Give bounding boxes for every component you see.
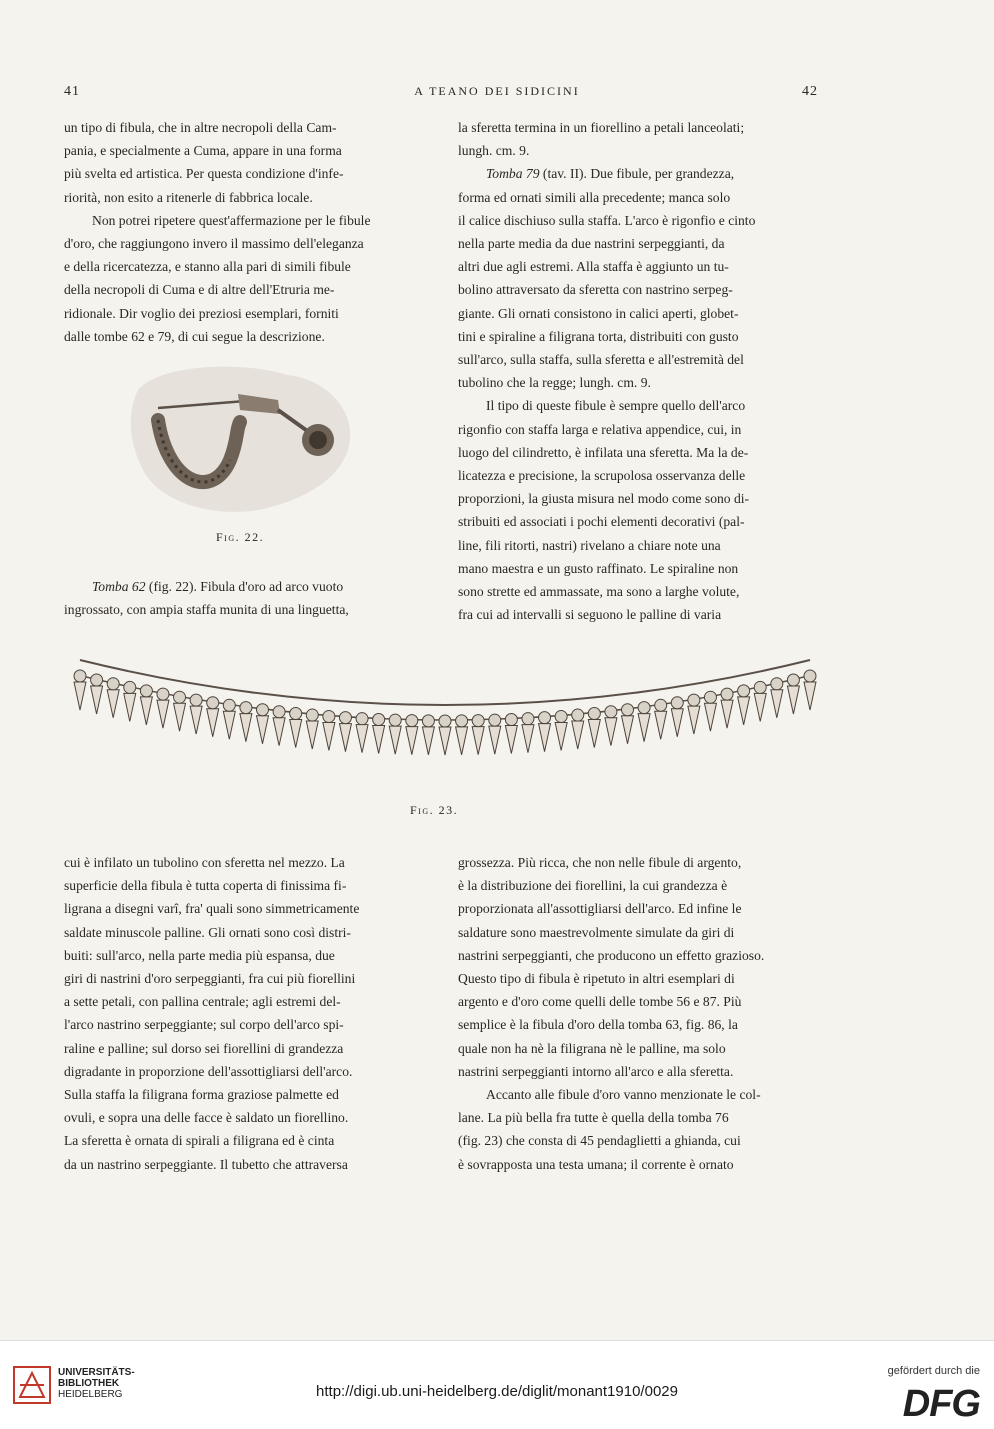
text-line: semplice è la fibula d'oro della tomba 63, fig. 86, la bbox=[458, 1017, 738, 1033]
text-line: (fig. 22). Fibula d'oro ad arco vuoto bbox=[148, 579, 344, 594]
necklace-pendant bbox=[489, 714, 501, 754]
text-line: il calice dischiuso sulla staffa. L'arco è rigonfio e cinto bbox=[458, 212, 756, 228]
text-line: (fig. 23) che consta di 45 pendaglietti a ghianda, cui bbox=[458, 1133, 741, 1149]
text-line: tubolino che la regge; lungh. cm. 9. bbox=[458, 375, 651, 391]
paragraph bbox=[458, 116, 820, 162]
necklace-pendant bbox=[273, 706, 285, 746]
necklace-pendant bbox=[439, 715, 451, 755]
text-line: lane. La più bella fra tutte è quella della tomba 76 bbox=[458, 1110, 729, 1126]
text-line: Non potrei ripetere quest'affermazione per le fibule bbox=[92, 212, 371, 228]
text-line: cui è infilato un tubolino con sferetta nel mezzo. La bbox=[64, 855, 345, 870]
necklace-pendant bbox=[240, 702, 252, 742]
text-line: luogo del cilindretto, è infilata una sferetta. Ma la de- bbox=[458, 444, 749, 460]
necklace-pendant bbox=[572, 709, 584, 749]
library-name bbox=[58, 1367, 135, 1400]
necklace-pendant bbox=[539, 712, 551, 752]
left-page-number: 41 bbox=[64, 84, 80, 99]
necklace-pendant bbox=[588, 707, 600, 747]
text-line: ovuli, e sopra una delle facce è saldato un fiorellino. bbox=[64, 1110, 349, 1126]
text-line: grossezza. Più ricca, che non nelle fibule di argento, bbox=[458, 855, 742, 870]
necklace-pendant bbox=[190, 694, 202, 734]
text-line: sono strette ed ammassate, ma sono a larghe volute, bbox=[458, 584, 740, 600]
necklace-pendant bbox=[74, 670, 86, 710]
text-line: della necropoli di Cuma e di altre dell'Etruria me- bbox=[64, 282, 335, 298]
necklace-pendant bbox=[174, 691, 186, 731]
tomba-62-label: Tomba 62 bbox=[92, 579, 146, 594]
necklace-pendant bbox=[555, 710, 567, 750]
text-line: dalle tombe 62 e 79, di cui segue la descrizione. bbox=[64, 328, 325, 344]
text-line: argento e d'oro come quelli delle tombe 56 e 87. Più bbox=[458, 994, 742, 1010]
necklace-pendant bbox=[157, 688, 169, 728]
text-line: line, fili ritorti, nastri) rivelano a chiare note una bbox=[458, 537, 721, 553]
text-line: (tav. II). Due fibule, per grandezza, bbox=[542, 166, 735, 182]
text-line: forma ed ornati simili alla precedente; manca solo bbox=[458, 189, 731, 205]
necklace-pendant bbox=[738, 685, 750, 725]
necklace-drawing bbox=[60, 640, 830, 790]
right-column-bottom bbox=[458, 851, 820, 1176]
text-line: lungh. cm. 9. bbox=[458, 143, 530, 159]
text-line: altri due agli estremi. Alla staffa è aggiunto un tu- bbox=[458, 259, 729, 275]
text-line: licatezza e precisione, la scrupolosa osservanza delle bbox=[458, 468, 746, 484]
text-line: rigonfio con staffa larga e relativa appendice, cui, in bbox=[458, 421, 742, 437]
text-line: tini e spiraline a filigrana torta, distribuiti con gusto bbox=[458, 328, 739, 344]
necklace-pendant bbox=[107, 678, 119, 718]
text-line: nastrini serpeggianti, che producono un effetto grazioso. bbox=[458, 947, 765, 963]
text-line: pania, e specialmente a Cuma, appare in una forma bbox=[64, 143, 342, 159]
necklace-pendant bbox=[124, 681, 136, 721]
necklace-pendant bbox=[356, 713, 368, 753]
paragraph bbox=[64, 116, 428, 209]
text-line: nastrini serpeggianti intorno all'arco e alla sferetta. bbox=[458, 1063, 734, 1079]
necklace-pendant bbox=[622, 704, 634, 744]
text-line: fra cui ad intervalli si seguono le palline di varia bbox=[458, 607, 722, 623]
necklace-pendant bbox=[306, 709, 318, 749]
necklace-pendant bbox=[140, 685, 152, 725]
necklace-pendant bbox=[422, 715, 434, 755]
necklace-pendant bbox=[91, 674, 103, 714]
paragraph bbox=[64, 851, 428, 1176]
text-line: mano maestra e un gusto raffinato. Le spiraline non bbox=[458, 560, 739, 576]
dfg-logo: DFG bbox=[902, 1383, 980, 1425]
text-line: quale non ha nè la filigrana nè le palline, ma solo bbox=[458, 1040, 726, 1056]
text-line: ridionale. Dir voglio dei preziosi esemplari, forniti bbox=[64, 305, 339, 321]
right-column-top bbox=[458, 116, 820, 626]
necklace-pendant bbox=[257, 704, 269, 744]
text-line: ingrossato, con ampia staffa munita di una linguetta, bbox=[64, 602, 349, 618]
paragraph bbox=[458, 1083, 820, 1176]
text-line: un tipo di fibula, che in altre necropoli della Cam- bbox=[64, 120, 337, 135]
text-line: sull'arco, sulla staffa, sulla sferetta e all'estremità del bbox=[458, 352, 744, 368]
necklace-pendant bbox=[771, 678, 783, 718]
text-line: digradante in proporzione dell'assottigliarsi dell'arco. bbox=[64, 1063, 353, 1079]
text-line: Accanto alle fibule d'oro vanno menzionate le col- bbox=[486, 1087, 761, 1103]
text-line: l'arco nastrino serpeggiante; sul corpo dell'arco spi- bbox=[64, 1017, 344, 1033]
library-line: UNIVERSITÄTS- bbox=[58, 1367, 135, 1378]
necklace-pendant bbox=[406, 715, 418, 755]
text-line: proporzionata all'assottigliarsi dell'arco. Ed infine le bbox=[458, 901, 742, 917]
text-line: Sulla staffa la filigrana forma graziose palmette ed bbox=[64, 1087, 339, 1103]
text-line: saldature sono maestrevolmente simulate da giri di bbox=[458, 924, 735, 940]
text-line: stribuiti ed associati i pochi elementi decorativi (pal- bbox=[458, 514, 745, 530]
necklace-pendant bbox=[389, 714, 401, 754]
necklace-pendant bbox=[688, 694, 700, 734]
text-line: a sette petali, con pallina centrale; agli estremi del- bbox=[64, 994, 341, 1010]
necklace-pendant bbox=[472, 715, 484, 755]
figure-23-caption: Fig. 23. bbox=[410, 803, 459, 817]
necklace-pendant bbox=[754, 681, 766, 721]
text-line: bolino attraversato da sferetta con nastrino serpeg- bbox=[458, 282, 733, 298]
necklace-pendant bbox=[456, 715, 468, 755]
text-line: nella parte media da due nastrini serpeggianti, da bbox=[458, 236, 725, 252]
text-line: da un nastrino serpeggiante. Il tubetto che attraversa bbox=[64, 1156, 348, 1172]
paragraph bbox=[64, 575, 428, 621]
necklace-pendant bbox=[522, 713, 534, 753]
left-column-top bbox=[64, 116, 428, 348]
library-line: HEIDELBERG bbox=[58, 1389, 123, 1400]
text-line: Il tipo di queste fibule è sempre quello dell'arco bbox=[486, 398, 746, 414]
necklace-pendant bbox=[804, 670, 816, 710]
left-column-bottom bbox=[64, 851, 428, 1176]
viewer-footer bbox=[0, 1340, 994, 1429]
funding-note: gefördert durch die bbox=[887, 1365, 980, 1377]
text-line: superficie della fibula è tutta coperta di finissima fi- bbox=[64, 878, 347, 894]
text-line: raline e palline; sul dorso sei fiorellini di grandezza bbox=[64, 1040, 344, 1056]
necklace-pendant bbox=[638, 702, 650, 742]
text-line: La sferetta è ornata di spirali a filigrana ed è cinta bbox=[64, 1133, 335, 1149]
necklace-pendant bbox=[655, 699, 667, 739]
text-line: buiti: sull'arco, nella parte media più espansa, due bbox=[64, 947, 335, 963]
right-page-number: 42 bbox=[802, 84, 818, 99]
paragraph bbox=[458, 162, 820, 394]
text-line: la sferetta termina in un fiorellino a petali lanceolati; bbox=[458, 120, 745, 135]
text-line: più svelta ed artistica. Per questa condizione d'infe- bbox=[64, 166, 344, 182]
library-line: BIBLIOTHEK bbox=[58, 1378, 120, 1389]
necklace-pendant bbox=[671, 697, 683, 737]
necklace-pendant bbox=[704, 691, 716, 731]
text-line: d'oro, che raggiungono invero il massimo dell'eleganza bbox=[64, 236, 364, 252]
necklace-pendant bbox=[207, 697, 219, 737]
text-line: riorità, non esito a ritenerle di fabbrica locale. bbox=[64, 189, 313, 205]
text-line: saldate minuscole palline. Gli ornati sono così distri- bbox=[64, 924, 351, 940]
necklace-pendant bbox=[373, 714, 385, 754]
necklace-pendant bbox=[223, 699, 235, 739]
left-column-top-continued bbox=[64, 575, 428, 621]
necklace-pendant bbox=[290, 707, 302, 747]
text-line: Questo tipo di fibula è ripetuto in altri esemplari di bbox=[458, 971, 735, 987]
figure-22-caption: Fig. 22. bbox=[216, 530, 265, 544]
necklace-pendant bbox=[605, 706, 617, 746]
necklace-pendant bbox=[505, 714, 517, 754]
text-line: e della ricercatezza, e stanno alla pari di simili fibule bbox=[64, 259, 351, 275]
library-logo-icon bbox=[12, 1365, 52, 1405]
text-line: proporzioni, la giusta misura nel modo come sono di- bbox=[458, 491, 750, 507]
necklace-pendant bbox=[323, 710, 335, 750]
text-line: è la distribuzione dei fiorellini, la cui grandezza è bbox=[458, 878, 728, 894]
tomba-79-label: Tomba 79 bbox=[486, 166, 540, 182]
paragraph bbox=[458, 851, 820, 1083]
paragraph bbox=[458, 394, 820, 626]
paragraph bbox=[64, 209, 428, 348]
necklace-pendant bbox=[721, 688, 733, 728]
running-title: A TEANO DEI SIDICINI bbox=[414, 84, 580, 98]
permalink-url[interactable]: http://digi.ub.uni-heidelberg.de/diglit/monant1910/0029 bbox=[316, 1383, 678, 1400]
text-line: è sovrapposta una testa umana; il corrente è ornato bbox=[458, 1156, 734, 1172]
necklace-pendant bbox=[339, 712, 351, 752]
text-line: ligrana a disegni varî, fra' quali sono simmetricamente bbox=[64, 901, 360, 917]
text-line: giri di nastrini d'oro serpeggianti, fra cui più fiorellini bbox=[64, 971, 356, 987]
necklace-pendant bbox=[787, 674, 799, 714]
text-line: giante. Gli ornati consistono in calici aperti, globet- bbox=[458, 305, 739, 321]
fibula-photograph bbox=[118, 360, 358, 520]
